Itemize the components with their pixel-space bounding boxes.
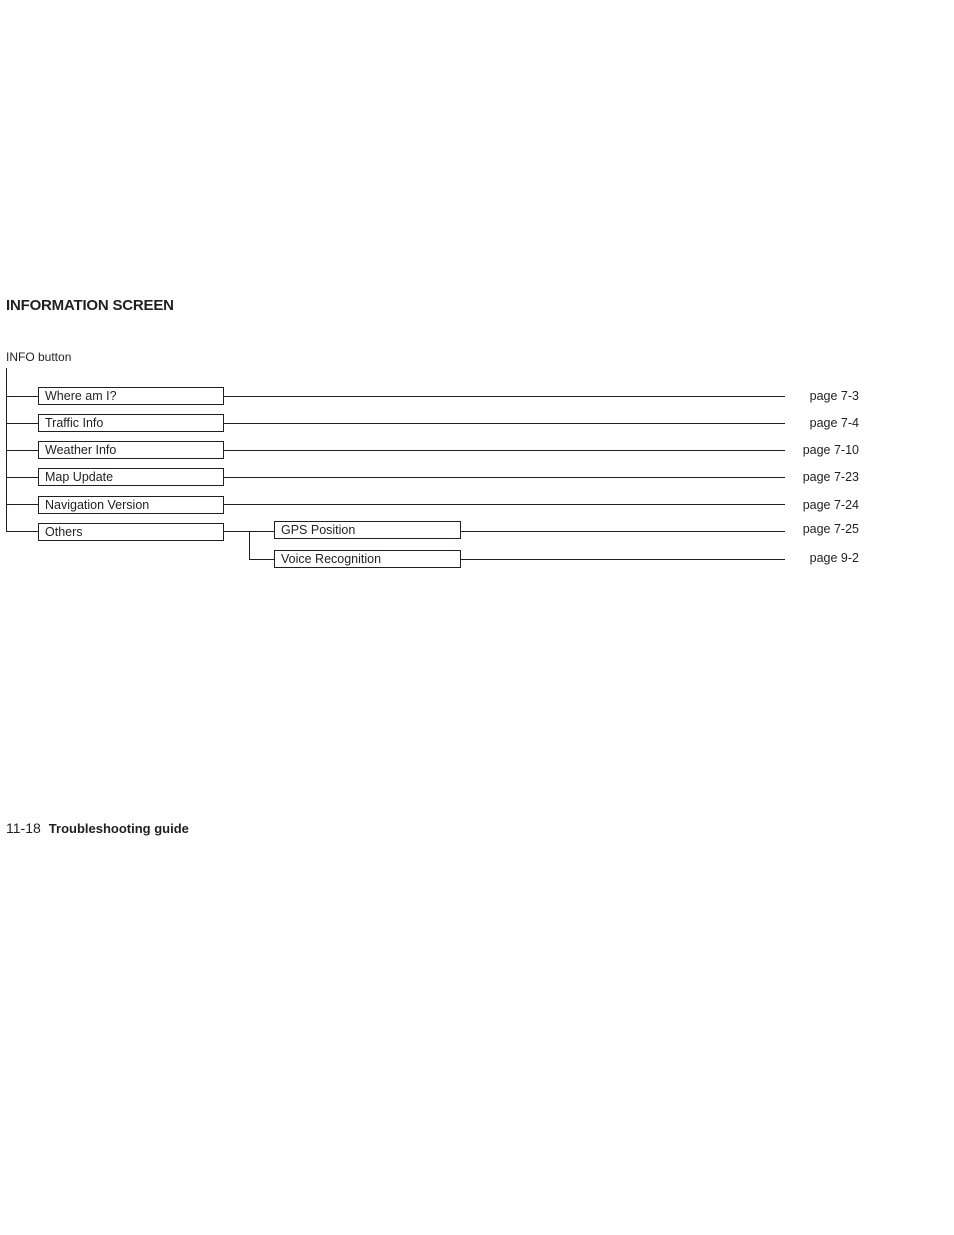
page-ref-traffic-info: page 7-4	[809, 416, 859, 430]
guide-title: Troubleshooting guide	[48, 821, 189, 836]
page-footer	[6, 819, 189, 838]
sub-item-gps-position[interactable]: GPS Position	[274, 521, 461, 539]
page-ref-voice-recognition: page 9-2	[809, 551, 859, 565]
leader-line	[224, 477, 785, 478]
section-title: INFORMATION SCREEN	[6, 297, 174, 314]
menu-item-traffic-info[interactable]: Traffic Info	[38, 414, 224, 432]
leader-line	[461, 559, 785, 560]
page-ref-navigation-version: page 7-24	[802, 498, 859, 512]
page-number: 11-18	[6, 820, 41, 836]
leader-line	[224, 504, 785, 505]
page-ref-map-update: page 7-23	[802, 470, 859, 484]
branch-line	[249, 559, 274, 560]
info-button-label: INFO button	[6, 350, 72, 364]
branch-line	[6, 504, 38, 505]
page-ref-weather-info: page 7-10	[802, 443, 859, 457]
branch-line	[6, 396, 38, 397]
sub-item-voice-recognition[interactable]: Voice Recognition	[274, 550, 461, 568]
branch-line	[6, 450, 38, 451]
leader-line	[461, 531, 785, 532]
branch-line	[6, 423, 38, 424]
leader-line	[224, 450, 785, 451]
leader-line	[224, 423, 785, 424]
sub-tree-trunk-line	[249, 531, 250, 560]
menu-item-navigation-version[interactable]: Navigation Version	[38, 496, 224, 514]
page-ref-gps-position: page 7-25	[802, 522, 859, 536]
menu-item-weather-info[interactable]: Weather Info	[38, 441, 224, 459]
menu-item-map-update[interactable]: Map Update	[38, 468, 224, 486]
branch-line	[6, 477, 38, 478]
menu-item-where-am-i[interactable]: Where am I?	[38, 387, 224, 405]
leader-line	[224, 396, 785, 397]
branch-line	[6, 531, 38, 532]
page-ref-where-am-i: page 7-3	[809, 389, 859, 403]
menu-item-others[interactable]: Others	[38, 523, 224, 541]
